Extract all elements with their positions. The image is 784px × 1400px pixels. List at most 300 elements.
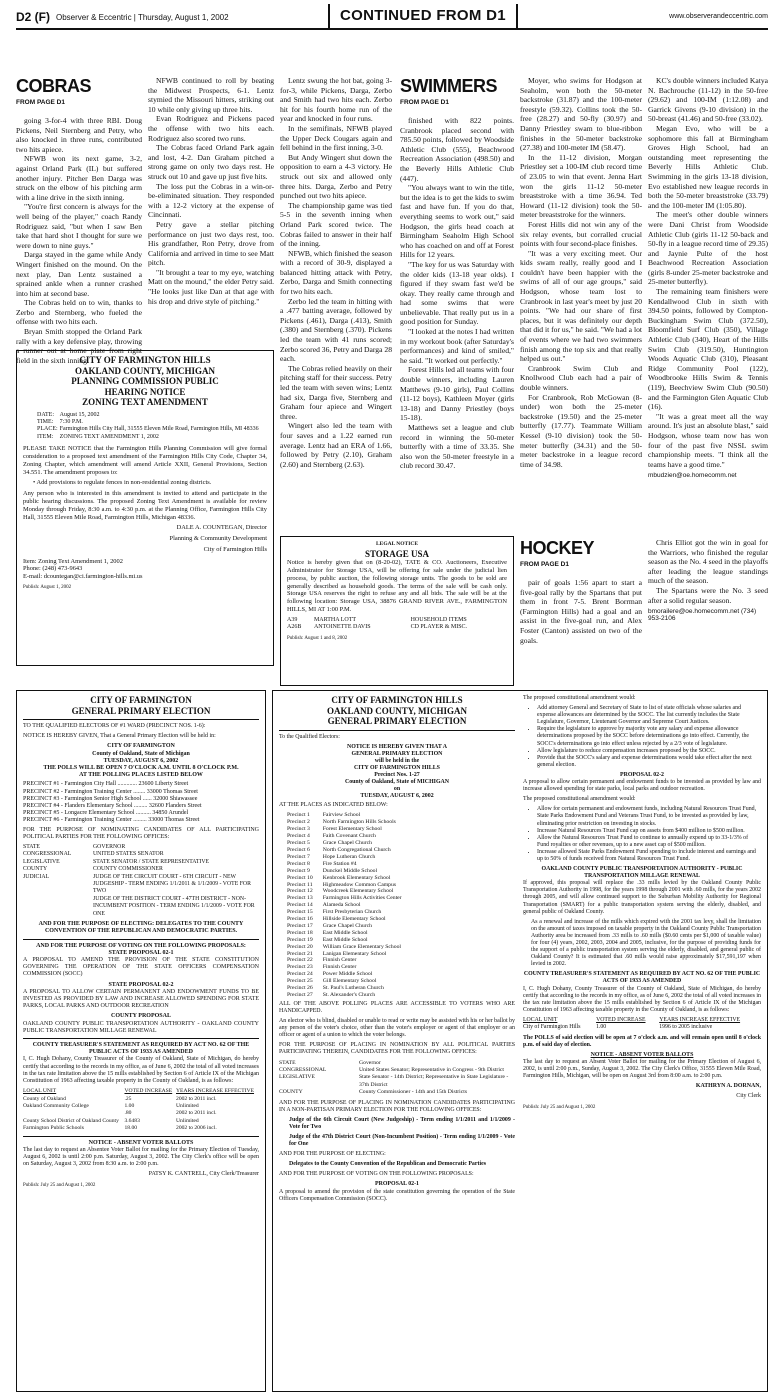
list-item: • Increase allowed State Parks Endowment Fund spending to include interest and earnings and up to 50% of funds received from Natural Resources Trust Fund. [537,849,761,863]
places-heading: AT THE PLACES AS INDICATED BELOW: [279,802,388,809]
office-name: State Senator - 14th District; Representative in State Legislature - 37th District [359,1074,509,1088]
office-name: Governor [359,1059,381,1066]
office-name: United States Senator; Representative in Congress - 9th District [359,1066,505,1073]
table-row [287,971,404,978]
table-row [287,964,404,971]
notice-title: PLANNING COMMISSION PUBLIC [71,376,219,386]
divider [23,1038,259,1039]
swimmers-column-3 [648,76,768,531]
table-row [287,937,404,944]
notice-body: NOTICE IS HEREBY GIVEN, That a General Primary Election will be held in: [23,733,216,740]
unit-tenant: ANTOINETTE DAVIS [313,624,371,631]
proposal-text: A PROPOSAL TO ALLOW CERTAIN PERMANENT AND ENDOWMENT FUNDS TO BE INVESTED AS PROVIDED BY LAW AND INCREASE ALLOWED SPENDING FOR STATE PARKS, LOCAL PARKS AND OUTDOOR RECREATION [23,988,259,1010]
table-row [287,624,507,631]
precinct-number: Precinct 20 [287,943,313,950]
treasurer-heading: COUNTY TREASURER'S STATEMENT AS REQUIRED BY ACT NO. 62 OF THE PUBLIC ACTS OF 1933 AS AMENDED [32,1041,250,1056]
list-item: PRECINCT #4 - Flanders Elementary School ......... 32600 Flanders Street [23,803,202,810]
proposal-heading: COUNTY PROPOSAL [111,1013,171,1020]
amendment-heading: The proposed constitutional amendment would: [523,695,636,701]
city-name: CITY OF FARMINGTON HILLS [354,764,440,771]
story-paragraph: The Cobras relied heavily on their pitching staff for their success. Petry led the team with seven wins; Lentz had six, Darga five, Sternberg and Graham four apiece and Wingert three. [280,363,392,421]
precinct-location: Power Middle School [322,971,373,978]
story-paragraph: pair of goals 1:56 apart to start a five-goal rally by the Spartans that put them in front 7-5. Brent Borrman (Farmington Hills) had a goal and an assist in the five-goal run, and Alex Foster (Canton) assisted on two of the goals. [520,578,642,645]
office-level: CONGRESSIONAL [23,851,72,858]
precinct-location: Finnish Center [322,957,357,964]
precinct-location: Hillside Elementary School [322,916,386,923]
precinct-number: Precinct 22 [287,957,313,964]
table-row [287,957,404,964]
story-paragraph: finished with 822 points. Cranbrook placed second with 785.50 points, followed by Woodside Athletic Club (555), Beachwood Recreation Association (498.50) and the Beverly Hills Athletic Club (447). [400,116,514,183]
story-paragraph: "It was a very exciting meet. Our kids swam really, really good and I couldn't have been happier with the swims of all of our age groups," said Hodgson, whose team lost to Cranbrook in last year's meet by just 20 points. "We had our share of first places, but it was definitely our depth that did it for us," he said. "We had a lot of events where we had two swimmers finish among the top six and that really helped us out." [520,248,642,364]
table-row [279,1060,515,1067]
precinct-number: Precinct 25 [287,978,313,985]
divider [279,730,515,731]
notice-line: GENERAL PRIMARY ELECTION [351,750,443,757]
notice-body: AND FOR THE PURPOSE OF VOTING ON THE FOLLOWING PROPOSALS: [279,1171,474,1178]
proposal-text: A proposal to allow certain permanent and endowment funds to be invested as provided by law and increase allowed spending for state parks, local parks and outdoor recreation. [523,779,761,793]
notice-item: Item: Zoning Text Amendment 1, 2002 [23,557,123,565]
table-cell: City of Farmington Hills [523,1024,581,1031]
precinct-location: North Congregational Church [322,846,391,853]
story-paragraph: Forest Hills led all teams with four double winners, including Lauren Matthews (9-10 girls), Paul Collins (11-12 boys), Kathleen Moyer (girls 13-18) and Danny Priestley (boys 15-18). [400,365,514,423]
precinct-number: Precinct 23 [287,964,313,971]
precinct-number: Precinct 24 [287,971,313,978]
story-paragraph: Cranbrook Swim Club and Knollwood Club each had a pair of double winners. [520,363,642,392]
signer-title: Planning & Community Development [169,535,267,543]
storage-notice [280,536,514,686]
notice-line: will be held in the [374,757,420,764]
notice-label: LEGAL NOTICE [375,541,419,547]
precinct-number: Precinct 7 [287,853,310,860]
story-paragraph: Moyer, who swims for Hodgson at Seaholm, won both the 50-meter backstroke (31.87) and the 100-meter freestyle (59.32). Collins took the 50-free (28.27) and 50-fly (30.97) and Danny Priestley swam to blue-ribbon finishes in the 50-meter backstroke (27.38) and 100-meter IM (58.47). [520,76,642,153]
precinct-number: Precinct 4 [287,833,310,840]
table-row [23,1096,259,1103]
judge-office: Judge of the 47th District Court (Non-Incumbent Position) - Term ending 1/1/2009 - Vote for One [289,1133,515,1148]
story-paragraph: NFWB continued to roll by beating the Midwest Prospects, 6-1. Lentz stymied the Missouri hitters, striking out 10 while only giving up three hits. [148,76,274,114]
table-row [279,1067,515,1074]
detail-key: PLACE: [37,426,58,433]
publish-date: Publish: August 1, 2002 [23,585,72,591]
story-paragraph: Evan Rodriguez and Pickens paced the offense with two hits each. Rodriguez also scored two runs. [148,114,274,143]
office-name: UNITED STATES SENATOR [93,851,164,858]
storage-units-table [287,617,507,632]
publish-date: Publish: August 1 and 8, 2002 [287,635,348,641]
zoning-notice [16,350,274,666]
table-row [287,985,404,992]
proposal-text: A PROPOSAL TO AMEND THE PROVISION OF THE STATE CONSTITUTION GOVERNING THE OPERATION OF THE STATE OFFICERS COMPENSATION COMMISSION (SOCC) [23,956,259,978]
notice-body: Any person who is interested in this amendment is invited to attend and participate in the public hearing discussions. The proposed Zoning Text Amendment is available for review Monday through Friday, 8:30 a.m. to 4:30 p.m. at the Planning Office, Farmington Hills City Hall, 31555 Eleven Mile Road, Farmington Hills, Michigan 48336. [23,490,267,521]
story-paragraph: For Cranbrook, Rob McGowan (8-under) won both the 25-meter backstroke (19.50) and the 25-meter butterfly (17.77). Teammate William Kessel (9-10 division) took the 50-meter butterfly (34.31) and the 50-meter backstroke in a league record time of 34.98. [520,392,642,469]
offices-table [279,1060,515,1097]
table-row [287,944,404,951]
tax-table [23,1088,259,1132]
hockey-kicker: HOCKEY [520,538,595,558]
notice-column-left [279,695,515,1387]
table-row [287,847,404,854]
table-cell: Oakland Community College [23,1102,89,1109]
detail-value: Farmington Hills City Hall, 31555 Eleven Mile Road, Farmington Hills, MI 48336 [59,426,259,433]
notice-body: TO THE QUALIFIED ELECTORS OF #1 WARD (PRECINCT NOS. 1-6): [23,723,206,729]
publish-date: Publish: July 25 and August 1, 2002 [23,1182,96,1188]
precinct-number: Precinct 1 [287,812,310,819]
table-row [287,895,404,902]
table-row [287,833,404,840]
column-header: LOCAL UNIT [523,1016,558,1023]
precinct-number: Precinct 16 [287,916,313,923]
proposal-text: A proposal to amend the provision of the state constitution governing the operation of the State Officers Compensation Commission (SOCC). [279,1188,515,1202]
office-level [23,896,93,918]
proposal-heading: PROPOSAL 02-1 [374,1181,420,1188]
precinct-location: Finnish Center [322,964,357,971]
story-paragraph: The loss put the Cobras in a win-or-be-eliminated situation. They responded with a 12-2 victory at the expense of Cincinnati. [148,181,274,220]
story-paragraph: The championship game was tied 5-5 in the seventh inning when Orland Park scored twice. The Cobras failed to answer in their half of the inning. [280,200,392,249]
story-paragraph: Lentz swung the hot bat, going 3-for-3, while Pickens, Darga, Zerbo and Smith had two hits each. Zerbo hit for his fourth home run of the year and knocked in four runs. [280,76,392,124]
precinct-location: Fairview School [322,812,361,819]
table-cell: Unlimited [176,1117,199,1124]
story-paragraph: The Spartans were the No. 3 seed after a solid regular season. [648,585,768,605]
table-cell: County School District of Oakland County [23,1117,119,1124]
city-name: CITY OF FARMINGTON [107,743,175,750]
table-cell: 1996 to 2005 inclusive [659,1024,713,1031]
notice-body: PLEASE TAKE NOTICE that the Farmington Hills Planning Commission will give formal consideration to a proposed text amendment of the Farmington Hills City Code, Chapter 34, Zoning Chapter, which amendment will amend Article XXII, General Provisions, Section 34.551. The amendment proposes to: [23,445,267,476]
judge-office: Judge of the 6th Circuit Court (New Judgeship) - Term ending 1/1/2011 and 1/1/2009 - Vote for Two [289,1116,515,1130]
precinct-number: Precinct 10 [287,874,313,881]
precinct-number: Precinct 8 [287,860,310,867]
precinct-location: East Middle School [322,929,368,936]
precinct-number: Precinct 15 [287,909,313,916]
page-header [16,4,768,30]
precincts-line: Precinct Nos. 1-27 [374,771,420,778]
absent-voter-heading: NOTICE - ABSENT VOTER BALLOTS [88,1139,194,1146]
column-header: YEARS INCREASE EFFECTIVE [176,1088,255,1095]
story-paragraph: But Andy Wingert shut down the opposition to earn a 4-3 victory. He struck out six and allowed only three hits. Darga, Zerbo and Petry punched out two hits apiece. [280,152,392,201]
table-row [287,868,404,875]
table-row [287,826,404,833]
table-row [287,923,404,930]
office-level: JUDICIAL [23,873,50,880]
column-header: LOCAL UNIT [23,1088,57,1095]
poll-hours: THE POLLS WILL BE OPEN 7 O'CLOCK A.M. UNTIL 8 O'CLOCK P.M. [43,765,239,772]
list-item: PRECINCT #1 - Farmington City Hall ............. 23600 Liberty Street [23,781,189,788]
table-row [287,916,404,923]
list-item: • Increase Natural Resources Trust Fund cap on assets from $400 million to $500 million. [537,828,761,835]
story-paragraph: NFWB won its next game, 3-2, against Orland Park (IL) but suffered another injury. Pitcher Ben Darga was struck on the elbow of his pitching arm with a line drive in the sixth inning. [16,154,142,202]
hockey-byline[interactable]: bmorailere@oe.homecomm.net (734) 953-2106 [648,608,757,623]
story-paragraph: The Cobras held on to win, thanks to Zerbo and Sternberg, who fueled the offense with two hits each. [16,298,142,327]
tax-table [523,1017,761,1032]
swimmers-from: FROM PAGE D1 [400,99,449,106]
unit-goods: HOUSEHOLD ITEMS [410,616,467,623]
list-item: PRECINCT #3 - Farmington Senior High School ...... 32000 Shiawassee [23,795,198,802]
table-row [23,859,259,866]
signer-name: PATSY K. CANTRELL, City Clerk/Treasurer [148,1171,259,1178]
cobras-column-3 [280,76,392,536]
treasurer-statement: I, C. Hugh Dohany, County Treasurer of the County of Oakland, State of Michigan, do hereby certify that according to the records in my office, as of June 6, 2002 the total of all voted increases in the tax rate limitation above the 15 mills established by Section 6 of Article IX of the Michigan Constitution of 1963 affecting taxable property in the County of Oakland, is as follows: [523,985,761,1013]
table-cell: 2002 to 2011 incl. [176,1095,217,1102]
precinct-number: Precinct 27 [287,992,313,998]
precinct-location: Dunckel Middle School [322,867,378,874]
story-paragraph: "I looked at the notes I had written in my workout book (after Saturday's performances) and kind of smiled," he said. "It worked out perfectly." [400,327,514,365]
story-paragraph: In the 11-12 division, Morgan Priestley set a 100-IM club record time of 23.05 to win that event. Jenna Hart won the girls 11-12 50-meter breaststroke with a time 36.94. Ted Howard (11-12 division) took the 50-meter breaststroke for the winners. [520,152,642,220]
list-item: • Add attorney General and Secretary of State to list of state officials whose salaries and expense allowances are determined by the SOCC. The list currently includes the State Legislature, Governor, Lieutenant Governor and Supreme Court Justices. [537,705,761,726]
offices-table [23,844,259,918]
precinct-location: First Presbyterian Church [322,909,382,916]
office-level: STATE [279,1059,296,1066]
list-item: • Provide that the SOCC's salary and expense determinations would take effect after the next general election. [537,755,761,769]
notice-body: ALL OF THE ABOVE POLLING PLACES ARE ACCESSIBLE TO VOTERS WHO ARE HANDICAPPED. [279,1000,515,1014]
story-paragraph: "It was a great meet all the way around. It's just an absolute blast," said Hodgson, whose team now has won four of the past five NSSL swim championship meets. "I think all the teams have a good time." [648,411,768,469]
office-level: LEGISLATIVE [23,858,60,865]
office-level: LEGISLATIVE [279,1074,316,1081]
table-row [23,844,259,851]
precinct-number: Precinct 6 [287,846,310,853]
detail-key: TIME: [37,418,54,425]
table-row [23,1125,259,1132]
list-item: PRECINCT #2 - Farmington Training Center ........ 33000 Thomas Street [23,788,198,795]
column-header: YEARS INCREASE EFFECTIVE [659,1016,741,1023]
polling-places-heading: AT THE POLLING PLACES LISTED BELOW [79,772,203,779]
publication-line: Observer & Eccentric | Thursday, August 1, 2002 [56,13,229,22]
unit-number: A39 [287,616,298,623]
election-date: TUESDAY, AUGUST 6, 2002 [360,793,434,800]
table-row [287,840,404,847]
website-url: www.observerandeccentric.com [669,13,768,20]
farmington-election-notice [16,690,266,1392]
precinct-list [23,781,259,824]
notice-title: OAKLAND COUNTY, MICHIGAN [327,705,467,716]
notice-bullet: • Add provisions to regulate fences in non-residential zoning districts. [33,479,212,487]
notice-title: HEARING NOTICE [104,386,186,397]
table-row [287,812,404,819]
table-cell [23,1110,124,1117]
precinct-location: East Middle School [322,936,368,943]
table-row [23,851,259,858]
precinct-number: Precinct 26 [287,985,313,992]
notice-line: NOTICE IS HEREBY GIVEN THAT A [346,743,448,750]
list-item: PRECINCT #6 - Farmington Training Center ......... 33000 Thomas Street [23,817,200,824]
table-row [287,854,404,861]
amendment-list [537,705,761,769]
story-paragraph: "You always want to win the title, but the idea is to get the kids to swim fast and have fun. If you do that, everything seems to work out," said Hodgson, the girls head coach at Birmingham Seaholm High School who has coached on and off at Forest Hills for 12 years. [400,183,514,260]
story-paragraph: Bryan Smith stopped the Orland Park rally with a key defensive play, throwing a runner out at home plate from right field in the sixth inning. [16,327,142,365]
precinct-table [287,812,404,998]
table-row [287,875,404,882]
transportation-text: As a renewal and increase of the mills which expired with the 2001 tax levy, shall the limitation on the amount of taxes imposed on taxable property in the Oakland County Public Transportation Authority area be increased from .33 mills to .60 mills ($0.60 cents per $1,000 of taxable value) for four (4) years, 2002, 2003, 2004 and 2005, inclusive, for the purpose of providing funds for the support of a public transportation system serving the elderly, disabled, and general public of Oakland County? It is estimated that .60 mills would raise approximately $17,591,197 when levied in 2002. [531,918,761,968]
notice-title: CITY OF FARMINGTON [90,695,192,705]
story-paragraph: Chris Elliot got the win in goal for the Warriors, who finished the regular season as the No. 4 seed in the playoffs after leading the league standings much of the season. [648,538,768,586]
precinct-number: Precinct 3 [287,826,310,833]
delegates-line: AND FOR THE PURPOSE OF ELECTING: DELEGATES TO THE COUNTY CONVENTION OF THE REPUBLICAN AND DEMOCRATIC PARTIES. [38,921,244,935]
story-paragraph: Forest Hills did not win any of the six relay events, but corralled crucial points with four second-place finishes. [520,219,642,249]
precinct-location: Alameda School [322,902,361,909]
amendment-list [537,806,761,863]
swimmers-column-1 [400,76,514,531]
divider [23,939,259,940]
voting-heading: AND FOR THE PURPOSE OF VOTING ON THE FOLLOWING PROPOSALS: [36,942,246,949]
table-row [23,896,259,918]
story-paragraph: Zerbo led the team in hitting with a .477 batting average, followed by Pickens (.461), Darga (.413), Smith (.380) and Sternberg (.370). Pickens led the team with 41 runs scored; Zerbo scored 36, Petry and Darga 28 each. [280,296,392,364]
precinct-location: Grace Chapel Church [322,922,373,929]
delegates-line: Delegates to the County Convention of the Republican and Democratic Parties [289,1161,486,1168]
signer-name: DALE A. COUNTEGAN, Director [176,524,267,532]
table-cell: Farmington Public Schools [23,1125,84,1132]
precinct-location: St. Paul's Lutheran Church [322,985,384,992]
table-header-row [23,1088,259,1095]
table-row [523,1024,761,1031]
transportation-heading: OAKLAND COUNTY PUBLIC TRANSPORTATION AUTHORITY - PUBLIC TRANSPORTATION MILLAGE RENEWAL [541,866,743,880]
precinct-number: Precinct 5 [287,840,310,847]
table-cell: 18.00 [124,1125,138,1132]
unit-tenant: MARTHA LOTT [313,616,357,623]
table-row [287,930,404,937]
column-header: VOTED INCREASE [124,1088,173,1095]
detail-value: ZONING TEXT AMENDMENT 1, 2002 [59,433,159,440]
precinct-location: Hope Lutheran Church [322,853,376,860]
list-item: • Allow for certain permanent and endowment funds, including Natural Resources Trust Fund, State Parks Endowment Fund and Veterans Trust Fund, to be invested as provided by law, eliminating prior restriction on investing in stocks. [537,806,761,827]
proposal-text: OAKLAND COUNTY PUBLIC TRANSPORTATION AUTHORITY - OAKLAND COUNTY PUBLIC TRANSPORTATION MILLAGE RENEWAL [23,1020,259,1034]
table-row [279,1074,515,1089]
precinct-number: Precinct 11 [287,881,313,888]
swimmers-byline[interactable]: mbudzien@oe.homecomm.net [648,472,737,480]
precinct-location: Forest Elementary School [322,826,382,833]
precinct-location: Kenbrook Elementary School [322,874,391,881]
office-name: COUNTY COMMISSIONER [93,866,163,873]
precinct-location: North Farmington Hills Schools [322,819,396,826]
notice-body: FOR THE PURPOSE OF NOMINATING CANDIDATES OF ALL PARTICIPATING POLITICAL PARTIES FOR THE FOLLOWING OFFICES: [23,826,259,840]
office-level: COUNTY [279,1089,303,1096]
absent-voter-heading: NOTICE - ABSENT VOTER BALLOTS [590,1051,694,1058]
story-paragraph: Darga stayed in the game while Andy Wingert finished on the mound. On the next play, Dan Lentz sustained a sprained ankle when a runner crashed into him at second base. [16,250,142,298]
story-paragraph: Petry gave a stellar pitching performance on just two days rest, too. His grandfather, Ron Petry, drove from California and arrived in time to see Matt pitch. [148,219,274,268]
table-row [287,882,404,889]
cobras-from: FROM PAGE D1 [16,99,65,106]
precinct-location: St. Alexander's Church [322,992,376,998]
notice-bullet-text: Add provisions to regulate fences in non-residential zoning districts. [36,479,212,487]
story-paragraph: The meet's other double winners were Dani Christ from Woodside Athletic Club (girls 11-12 50-back and 50-fly in a league record time of 29.35) and Jaynie Pulte of the host Beachwood Recreation Association (girls 8-under 25-meter backstroke and 25-meter butterfly). [648,210,768,287]
table-row [287,861,404,868]
detail-value: August 15, 2002 [59,411,100,418]
unit-goods: CD PLAYER & MISC. [410,624,468,631]
signer-name: KATHRYN A. DORNAN, [695,1083,761,1090]
story-paragraph: going 3-for-4 with three RBI. Doug Pickens, Neil Sternberg and Petry, who also knocked in three runs, contributed two hits apiece. [16,116,142,154]
table-cell: 2002 to 2006 incl. [176,1125,217,1132]
precinct-number: Precinct 13 [287,895,313,902]
detail-key: DATE: [37,411,54,418]
precinct-location: Highmeadow Common Campus [322,881,397,888]
polls-line: The POLLS of said election will be open at 7 o'clock a.m. and will remain open until 8 o'clock p.m. of said day of election. [523,1034,761,1048]
table-row [23,866,259,873]
table-cell: Unlimited [176,1102,199,1109]
amendment-heading: The proposed constitutional amendment would: [523,796,636,803]
office-level: CONGRESSIONAL [279,1066,327,1073]
office-name: County Commissioner - 14th and 15th Districts [359,1089,468,1096]
story-paragraph: "The key for us was Saturday with the older kids (13-18 year olds). I figured if they swam fast we'd be okay. They really came through and had some swims that were unbelievable. That really put us in a good position for Sunday. [400,259,514,327]
precinct-location: Lanigan Elementary School [322,950,387,957]
precinct-location: Woodcreek Elementary School [322,888,394,895]
notice-column-right [523,695,761,1387]
table-row [287,978,404,985]
detail-value: 7:30 P.M. [59,418,83,425]
signer-org: City of Farmington Hills [203,545,267,553]
transportation-text: If approved, this proposal will replace the .33 mills levied by the Oakland County Public Transportation Authority in 1998, for the years 1998 through 2001 with .60 mills, for the years 2002 through 2005, and will allow continued support to the Suburban Mobility Authority for Regional Transportation (SMART) for a public transportation system serving the elderly, disabled, and general public of Oakland County. [523,880,761,915]
hockey-from: FROM PAGE D1 [520,561,569,568]
office-name: JUDGE OF THE CIRCUIT COURT - 6TH CIRCUIT - NEW JUDGESHIP - TERM ENDING 1/1/2011 & 1/1/2009 - VOTE FOR TWO [93,873,251,895]
cobras-kicker: COBRAS [16,76,92,96]
table-row [23,1110,259,1117]
swimmers-kicker: SWIMMERS [400,76,497,96]
precinct-location: Gill Elementary School [322,978,377,985]
swimmers-column-2 [520,76,642,531]
notice-title: ZONING TEXT AMENDMENT [82,397,208,407]
continued-banner: CONTINUED FROM D1 [328,4,518,28]
column-header: VOTED INCREASE [596,1016,646,1023]
hockey-column-2 [648,538,768,688]
divider [23,1136,259,1137]
table-cell: 3.6483 [124,1117,140,1124]
notice-phone: Phone: (248) 473-9643 [23,565,83,573]
story-paragraph: KC's double winners included Katya N. Bachrouche (11-12) in the 50-free (29.62) and 100-IM (1:12.08) and Garrick Givens (9-10 division) in the 50-breast (41.46) and 50-free (33.02). [648,76,768,124]
treasurer-statement: I, C. Hugh Dohany, County Treasurer of the County of Oakland, State of Michigan, do hereby certify that according to the records in my office, as of June 6, 2002 the total of all voted increases in the tax rate limitation above the 15 mills established by Section 6 of Article IX of the Michigan Constitution of 1963 affecting taxable property in the County of Oakland, is as follows: [23,1056,259,1084]
story-paragraph: "You're first concern is always for the well being of the player," coach Randy Rodriguez said, "but when I saw Ben take that hard shot I thought for sure we were down to nine guys." [16,202,142,250]
table-cell: County of Oakland [23,1095,66,1102]
precinct-number: Precinct 18 [287,929,313,936]
precinct-location: Grace Chapel Church [322,840,373,847]
story-paragraph: Wingert also led the team with four saves and a 1.22 earned run average. Lentz had an ERA of 1.66, followed by Petry (2.10), Graham (2.60) and Sternberg (2.63). [280,421,392,469]
notice-email[interactable]: E-mail: dcountegan@ci.farmington-hills.mi.us [23,573,143,581]
office-name: GOVERNOR [93,844,126,851]
list-item: PRECINCT #5 - Longacre Elementary School .......... 34850 Arundel [23,810,189,817]
story-paragraph: In the semifinals, NFWB played the Upper Deck Cougars again and fell behind in the first inning, 3-0. [280,123,392,153]
story-paragraph: NFWB, which finished the season with a record of 30-9, displayed a balanced hitting attack with Petry, Zerbo, Darga and Smith connecting for two hits each. [280,248,392,297]
table-row [287,992,404,999]
notice-title: CITY OF FARMINGTON HILLS [331,695,463,705]
signer-title: City Clerk [736,1093,761,1100]
unit-number: A26B [287,624,302,631]
divider [23,719,259,720]
table-row [287,888,404,895]
table-row [23,1103,259,1110]
notice-body: Notice is hereby given that on (8-20-02), TATE & CO. Auctioneers, Executive Administrator for Storage USA, will be offering for sale under the judicial lien process, by public auction, the following storage units. The goods to be sold are generally described as household goods. The terms of the sale will be cash only. Storage USA reserves the right to refuse any and all bids. The sale will be at the following location: Storage USA, 38876 GRAND RIVER AVE., FARMINGTON HILLS, MI AT 1:00 P.M. [287,559,507,614]
publish-date: Publish: July 25 and August 1, 2002 [523,1104,596,1110]
table-row [23,1118,259,1125]
absent-voter-text: The last day to request an Absent Voter Ballot for mailing for the Primary Election of August 6, 2002, is until 2:00 p.m., Sunday, August 3, 2002. The City Clerk's Office, 31555 Eleven Mile Road, Farmington Hills, Michigan, will be open on August 3rd from 8:00 a.m. to 2:00 p.m. [523,1059,761,1080]
table-row [279,1089,515,1096]
notice-body: AND FOR THE PURPOSE OF PLACING IN NOMINATION CANDIDATES PARTICIPATING IN A NON-PARTISAN PRIMARY ELECTION FOR THE FOLLOWING OFFICES: [279,1099,515,1113]
office-level: COUNTY [23,866,48,873]
proposal-heading: STATE PROPOSAL 02-1 [108,949,174,956]
precinct-number: Precinct 2 [287,819,310,826]
precinct-number: Precinct 12 [287,888,313,895]
election-date: TUESDAY, AUGUST 6, 2002 [103,757,179,764]
notice-title: GENERAL PRIMARY ELECTION [71,705,211,716]
list-item: • Require the legislature to approve by majority vote any salary and expense allowance determinations proposed by the SOCC before determinations go into effect. Currently, the SOCC's determinations go into effect unless rejected by a 2/3 vote of legislature. [537,726,761,747]
table-row [287,909,404,916]
precinct-number: Precinct 17 [287,922,313,929]
proposal-heading: STATE PROPOSAL 02-2 [108,981,174,988]
table-cell: .80 [124,1110,132,1117]
notice-title: GENERAL PRIMARY ELECTION [327,716,467,726]
farmington-hills-election-notice [272,690,768,1392]
table-cell: 1.00 [596,1024,607,1031]
treasurer-heading: COUNTY TREASURER'S STATEMENT AS REQUIRED BY ACT NO. 62 OF THE PUBLIC ACTS OF 1933 AS AMENDED [523,971,761,985]
precinct-number: Precinct 9 [287,867,310,874]
cobras-column-2 [148,76,274,348]
precinct-number: Precinct 14 [287,902,313,909]
office-name: STATE SENATOR / STATE REPRESENTATIVE [93,858,210,865]
notice-title: CITY OF FARMINGTON HILLS [79,355,211,365]
precinct-location: Fire Station #4 [322,860,357,867]
notice-line: on [393,786,401,793]
